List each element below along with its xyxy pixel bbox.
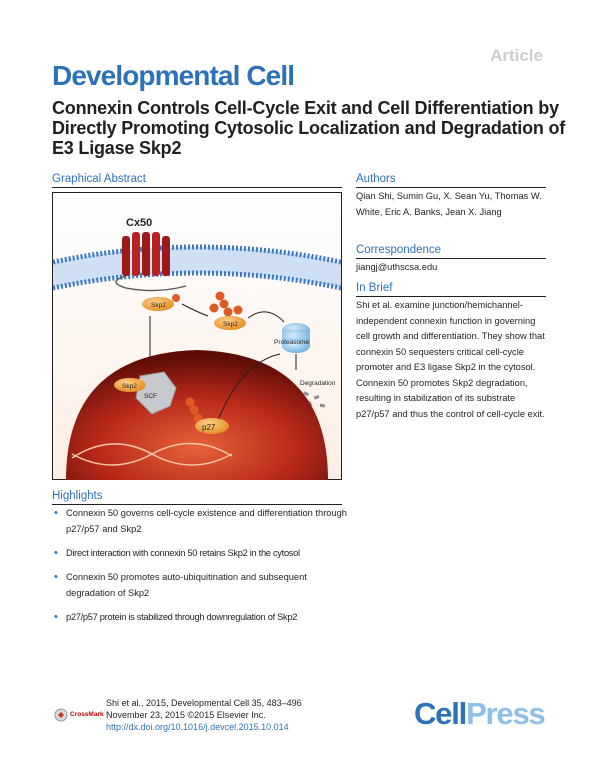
authors-heading: Authors bbox=[356, 173, 396, 185]
label-cx50: Cx50 bbox=[126, 217, 153, 229]
highlight-item bbox=[52, 570, 352, 602]
highlight-text: p27/p57 protein is stabilized through downregulation of Skp2 bbox=[66, 612, 298, 622]
in-brief-heading: In Brief bbox=[356, 282, 393, 294]
highlights-rule bbox=[52, 504, 342, 505]
label-p27: p27 bbox=[202, 423, 216, 432]
highlight-item bbox=[52, 546, 352, 562]
logo-cell: Cell bbox=[414, 696, 467, 731]
label-scf: SCF bbox=[144, 393, 157, 400]
label-skp2-nucleus: Skp2 bbox=[122, 383, 137, 390]
authors-rule bbox=[356, 187, 546, 188]
footer-date: November 23, 2015 ©2015 Elsevier Inc. bbox=[106, 710, 266, 720]
highlight-text: Direct interaction with connexin 50 retains Skp2 in the cytosol bbox=[66, 548, 300, 558]
graphical-abstract-figure bbox=[52, 192, 342, 480]
highlight-item bbox=[52, 610, 352, 626]
article-type-label: Article bbox=[490, 46, 543, 65]
label-skp2-membrane: Skp2 bbox=[151, 302, 166, 309]
ub-dot bbox=[172, 294, 180, 302]
footer-citation: Shi et al., 2015, Developmental Cell 35, 483–496 bbox=[106, 698, 302, 708]
graphical-abstract-heading: Graphical Abstract bbox=[52, 173, 146, 185]
highlight-item bbox=[52, 506, 352, 538]
correspondence-email[interactable]: jiangj@uthscsa.edu bbox=[356, 262, 438, 272]
journal-name[interactable]: Developmental Cell bbox=[52, 60, 295, 91]
crossmark-logo[interactable] bbox=[54, 708, 102, 722]
bullet-icon: • bbox=[54, 547, 58, 559]
logo-press: Press bbox=[466, 696, 545, 731]
crossmark-icon bbox=[54, 708, 68, 722]
in-brief-text: Shi et al. examine junction/hemichannel-independent connexin function in governing cell growth and differentiation. They show that connexin 50 sequesters critical cell-cycle promoter and E3 ligase Skp2 in the cytosol. Connexin 50 promotes Skp2 degradation, resulting in stabilization of its substrate p27/p57 and thus the control of cell-cycle exit. bbox=[356, 300, 545, 419]
highlights-heading: Highlights bbox=[52, 490, 103, 502]
crossmark-label: CrossMark bbox=[70, 711, 104, 718]
authors-list: Qian Shi, Sumin Gu, X. Sean Yu, Thomas W. White, Eric A. Banks, Jean X. Jiang bbox=[356, 191, 542, 217]
graphical-abstract-rule bbox=[52, 187, 342, 188]
cellpress-logo[interactable] bbox=[414, 696, 545, 732]
highlight-text: Connexin 50 promotes auto-ubiquitination and subsequent degradation of Skp2 bbox=[66, 572, 307, 598]
correspondence-heading: Correspondence bbox=[356, 244, 442, 256]
bullet-icon: • bbox=[54, 611, 58, 623]
bullet-icon: • bbox=[54, 507, 58, 519]
label-proteasome: Proteasome bbox=[274, 339, 310, 346]
correspondence-rule bbox=[356, 258, 546, 259]
in-brief-rule bbox=[356, 296, 546, 297]
label-degradation: Degradation bbox=[300, 380, 336, 387]
label-skp2-ub: Skp2 bbox=[223, 321, 238, 328]
paper-title: Connexin Controls Cell-Cycle Exit and Cell Differentiation by Directly Promoting Cytosolic Localization and Degradation of E3 Ligase Skp2 bbox=[52, 98, 566, 158]
footer-citation-block bbox=[106, 697, 302, 733]
footer-doi-link[interactable]: http://dx.doi.org/10.1016/j.devcel.2015.10.014 bbox=[106, 722, 289, 732]
bullet-icon: • bbox=[54, 571, 58, 583]
highlight-text: Connexin 50 governs cell-cycle existence and differentiation through p27/p57 and Skp2 bbox=[66, 508, 347, 534]
proteasome bbox=[282, 323, 310, 353]
